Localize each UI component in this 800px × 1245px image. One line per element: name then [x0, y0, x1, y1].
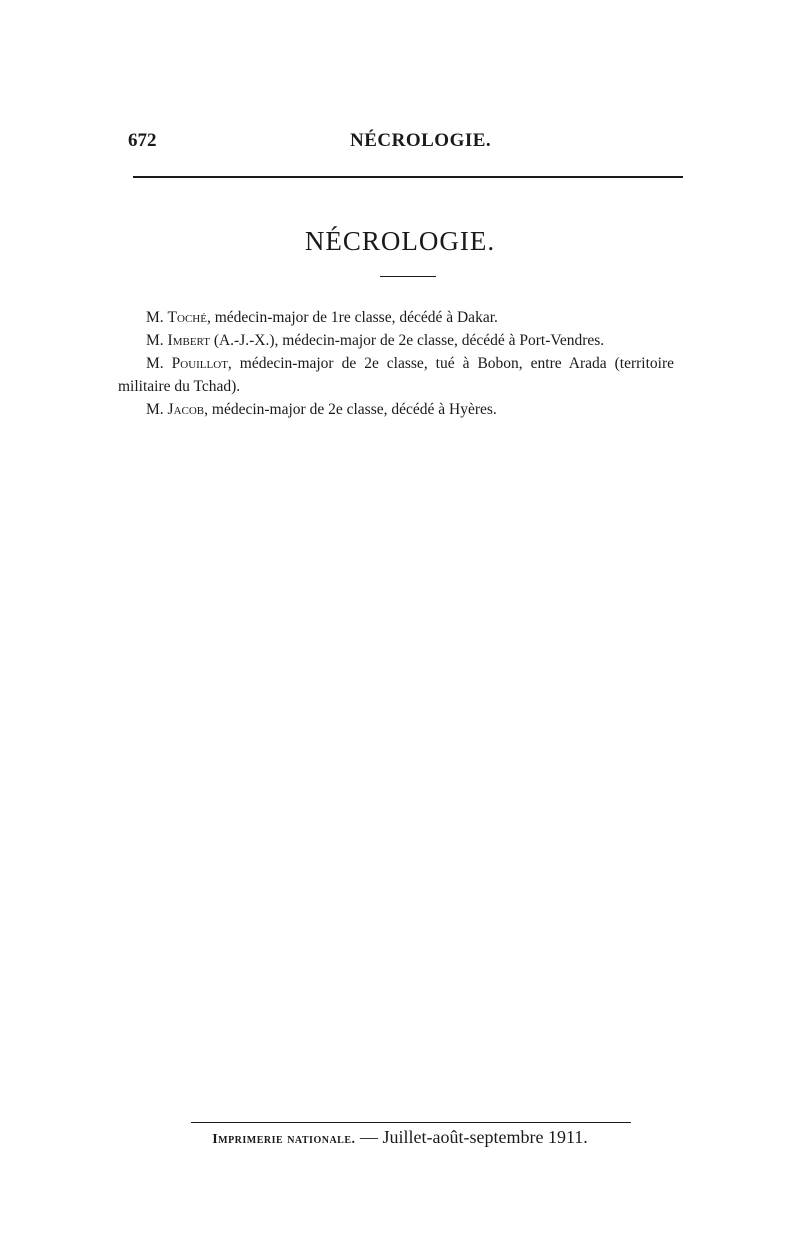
entry-text: , médecin-major de 2e classe, décédé à Hyères.	[204, 401, 497, 418]
running-title: NÉCROLOGIE.	[350, 130, 492, 151]
entry-text: , médecin-major de 1re classe, décédé à Dakar.	[206, 309, 498, 326]
footer	[0, 1127, 800, 1148]
entry-prefix: M.	[146, 355, 172, 372]
entry-text: (A.-J.-X.), médecin-major de 2e classe, décédé à Port-Vendres.	[209, 332, 605, 349]
entry-name: Pouillot	[171, 355, 228, 372]
entry-name: Toché	[167, 309, 207, 326]
footer-rule	[191, 1122, 631, 1123]
section-title: NÉCROLOGIE.	[304, 226, 496, 256]
obituary-entry	[118, 352, 674, 398]
entry-prefix: M.	[146, 332, 168, 349]
running-head	[128, 130, 684, 160]
printer-imprint: Imprimerie nationale.	[212, 1132, 356, 1147]
page-number: 672	[128, 130, 157, 151]
obituary-list	[118, 306, 674, 421]
entry-prefix: M.	[146, 401, 168, 418]
publication-date: — Juillet-août-septembre 1911.	[355, 1127, 588, 1147]
entry-name: Jacob	[167, 401, 205, 418]
title-rule	[380, 276, 436, 277]
obituary-entry	[118, 398, 674, 421]
obituary-entry	[118, 306, 674, 329]
entry-text: , médecin-major de 2e classe, tué à Bobon, entre Arada (territoire militaire du Tchad).	[118, 355, 674, 395]
header-rule	[133, 176, 683, 178]
entry-prefix: M.	[146, 309, 168, 326]
entry-name: Imbert	[167, 332, 210, 349]
obituary-entry	[118, 329, 674, 352]
